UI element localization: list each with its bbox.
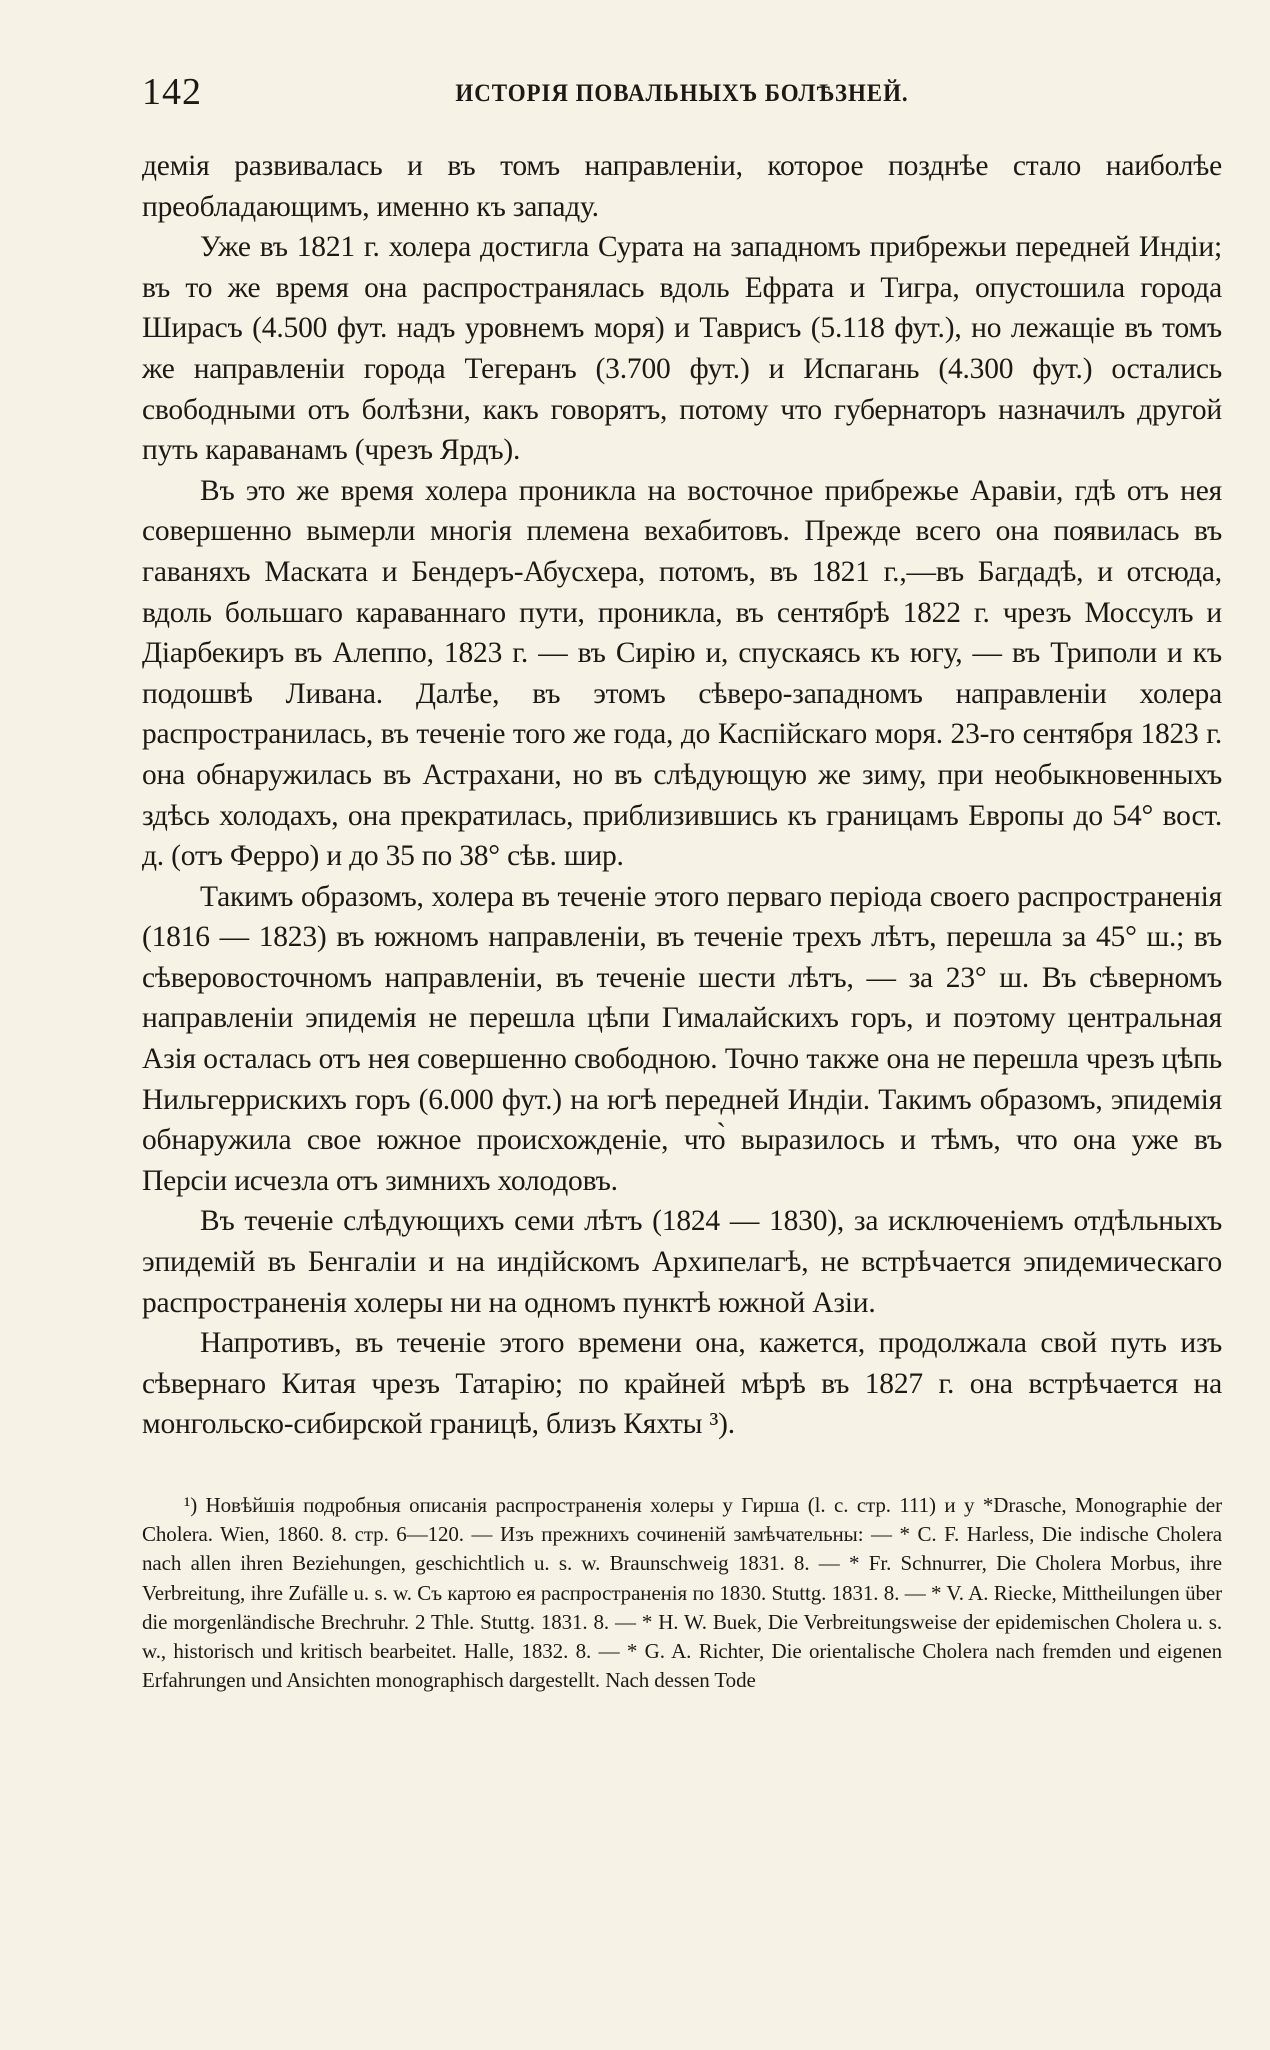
footnotes xyxy=(142,1491,1222,1695)
book-page xyxy=(142,70,1222,1695)
paragraph: демія развивалась и въ томъ направленіи, которое позднѣе стало наиболѣе преобладающимъ, именно къ западу. xyxy=(142,150,1222,223)
running-title: ИСТОРІЯ ПОВАЛЬНЫХЪ БОЛѢЗНЕЙ. xyxy=(455,80,909,107)
running-head xyxy=(142,70,1222,124)
body-text xyxy=(142,146,1222,1445)
footnote: ¹) Новѣйшія подробныя описанія распространенія холеры у Гирша (l. c. стр. 111) и у *Drasche, Monographie der Cholera. Wien, 1860. 8. стр. 6—120. — Изъ прежнихъ сочиненій замѣчательны: — * C. F. Harless, Die indische Cholera nach allen ihren Beziehungen, geschichtlich u. s. w. Braunschweig 1831. 8. — * Fr. Schnurrer, Die Cholera Morbus, ihre Verbreitung, ihre Zufälle u. s. w. Съ картою ея распространенія по 1830. Stuttg. 1831. 8. — * V. A. Riecke, Mittheilungen über die morgenländische Brechruhr. 2 Thle. Stuttg. 1831. 8. — * H. W. Buek, Die Verbreitungsweise der epidemischen Cholera u. s. w., historisch und kritisch bearbeitet. Halle, 1832. 8. — * G. A. Richter, Die orientalische Cholera nach fremden und eigenen Erfahrungen und Ansichten monographisch dargestellt. Nach dessen Tode xyxy=(142,1493,1222,1693)
paragraph: Уже въ 1821 г. холера достигла Сурата на западномъ прибрежьи передней Индіи; въ то же время она распространялась вдоль Ефрата и Тигра, опустошила города Ширасъ (4.500 фут. надъ уровнемъ моря) и Таврисъ (5.118 фут.), но лежащіе въ томъ же направленіи города Тегеранъ (3.700 фут.) и Испагань (4.300 фут.) остались свободными отъ болѣзни, какъ говорятъ, потому что губернаторъ назначилъ другой путь караванамъ (чрезъ Ярдъ). xyxy=(142,231,1222,467)
paragraph: Въ это же время холера проникла на восточное прибрежье Аравіи, гдѣ отъ нея совершенно вымерли многія племена вехабитовъ. Прежде всего она появилась въ гаваняхъ Маската и Бендеръ-Абусхера, потомъ, въ 1821 г.,—въ Багдадѣ, и отсюда, вдоль большаго караваннаго пути, проникла, въ сентябрѣ 1822 г. чрезъ Моссулъ и Діарбекиръ въ Алеппо, 1823 г. — въ Сирію и, спускаясь къ югу, — въ Триполи и къ подошвѣ Ливана. Далѣе, въ этомъ сѣверо-западномъ направленіи холера распространилась, въ теченіе того же года, до Каспійскаго моря. 23-го сентября 1823 г. она обнаружилась въ Астрахани, но въ слѣдующую же зиму, при необыкновенныхъ здѣсь холодахъ, она прекратилась, приблизившись къ границамъ Европы до 54° вост. д. (отъ Ферро) и до 35 по 38° сѣв. шир. xyxy=(142,474,1222,873)
page-number: 142 xyxy=(142,71,202,113)
paragraph: Въ теченіе слѣдующихъ семи лѣтъ (1824 — 1830), за исключеніемъ отдѣльныхъ эпидемій въ Бенгаліи и на индійскомъ Архипелагѣ, не встрѣчается эпидемическаго распространенія холеры ни на одномъ пунктѣ южной Азіи. xyxy=(142,1205,1222,1319)
paragraph: Такимъ образомъ, холера въ теченіе этого перваго періода своего распространенія (1816 — 1823) въ южномъ направленіи, въ теченіе трехъ лѣтъ, перешла за 45° ш.; въ сѣверовосточномъ направленіи, въ теченіе шести лѣтъ, — за 23° ш. Въ сѣверномъ направленіи эпидемія не перешла цѣпи Гималайскихъ горъ, и поэтому центральная Азія осталась отъ нея совершенно свободною. Точно также она не перешла чрезъ цѣпь Нильгеррискихъ горъ (6.000 фут.) на югѣ передней Индіи. Такимъ образомъ, эпидемія обнаружила свое южное происхожденіе, что̀ выразилось и тѣмъ, что она уже въ Персіи исчезла отъ зимнихъ холодовъ. xyxy=(142,880,1222,1197)
paragraph: Напротивъ, въ теченіе этого времени она, кажется, продолжала свой путь изъ сѣвернаго Китая чрезъ Татарію; по крайней мѣрѣ въ 1827 г. она встрѣчается на монгольско-сибирской границѣ, близъ Кяхты ³). xyxy=(142,1327,1222,1441)
